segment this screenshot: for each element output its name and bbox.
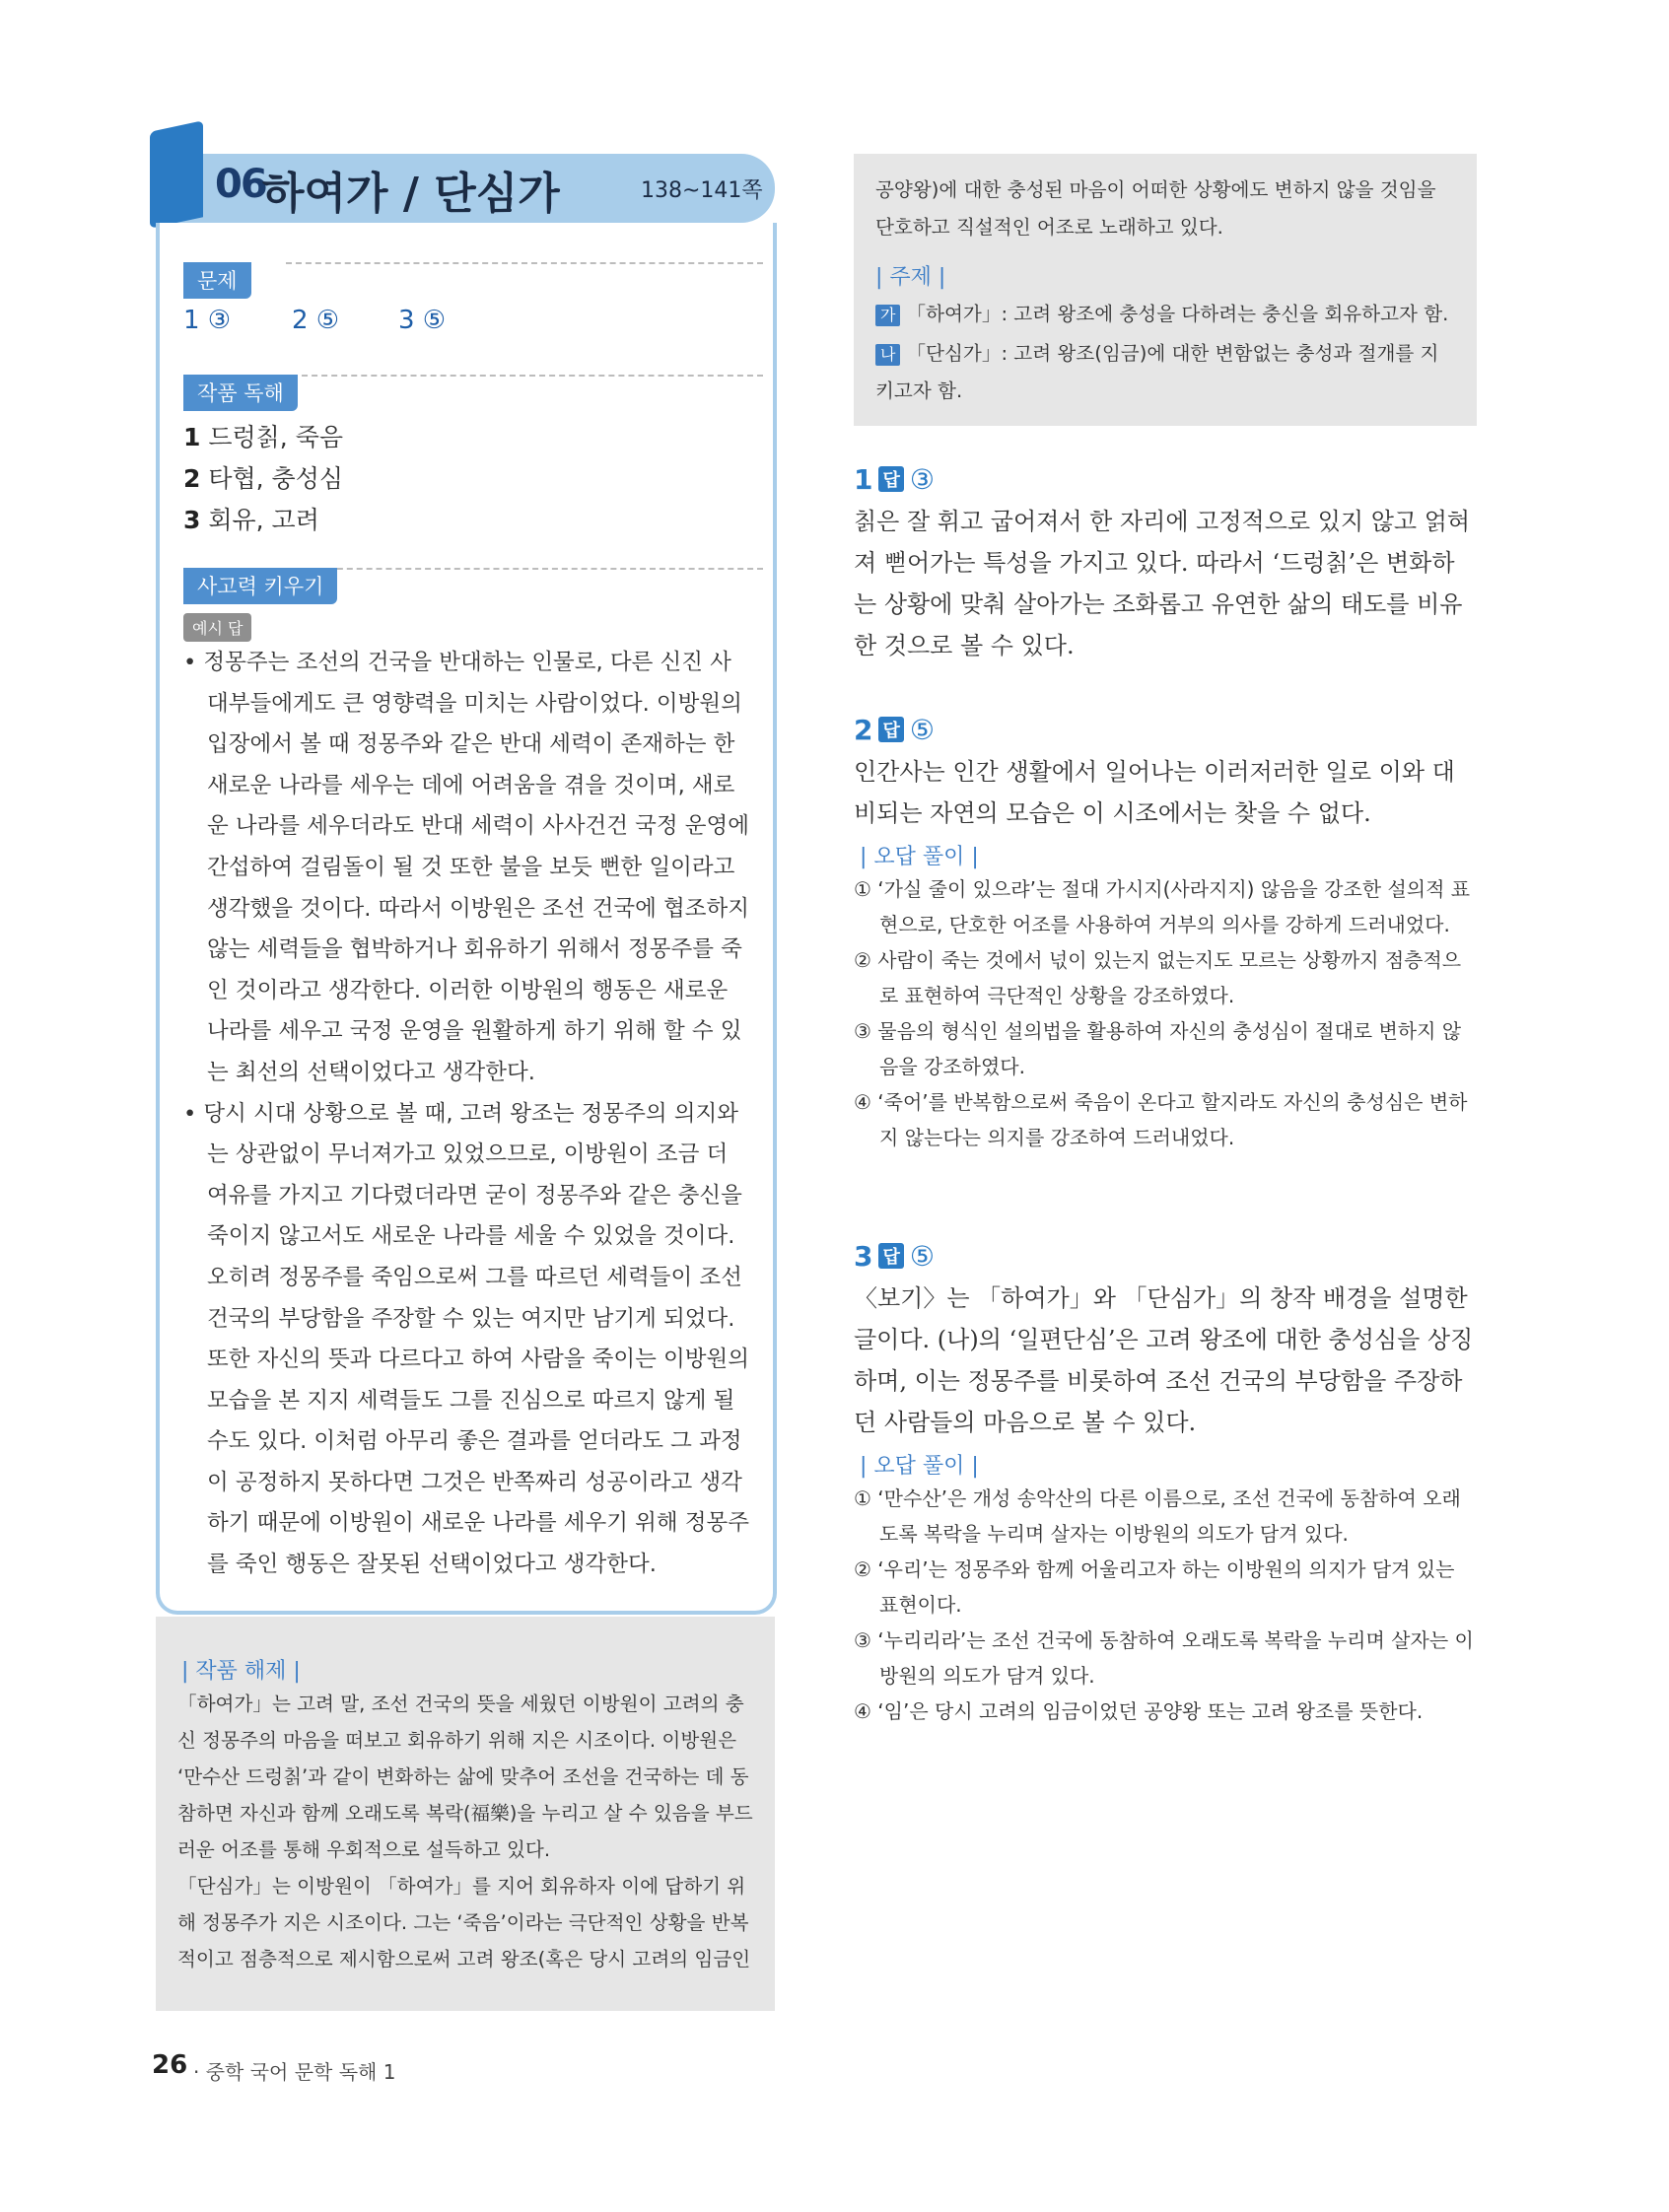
q3-explanation: 〈보기〉는 「하여가」와 「단심가」의 창작 배경을 설명한 글이다. (나)의 ‘일편단심’은 고려 왕조에 대한 충성심을 상징하며, 이는 정몽주를 비롯하여 조선 건국의 부당함을 주장하던 사람들의 마음으로 볼 수 있다. [854,1284,1474,1436]
tag-ga-icon: 가 [875,305,900,326]
sagoryeok-label: 사고력 키우기 [183,568,337,604]
theme-label: | 주제 | [875,265,946,290]
page-number: 26 [152,2050,188,2080]
example-answer-badge: 예시 답 [183,613,251,642]
essay-paragraph: • 정몽주는 조선의 건국을 반대하는 인물로, 다른 신진 사대부들에게도 큰 영향력을 미치는 사람이었다. 이방원의 입장에서 볼 때 정몽주와 같은 반대 세력이 존재하는 한 새로운 나라를 세우는 데에 어려움을 겪을 것이며, 새로운 나라를 세우더라도 반대 세력이 사사건건 국정 운영에 간섭하여 걸림돌이 될 것 또한 불을 보듯 뻔한 일이라고 생각했을 것이다. 따라서 이방원은 조선 건국에 협조하지 않는 세력들을 협박하거나 회유하기 위해서 정몽주를 죽인 것이라고 생각한다. 이러한 이방원의 행동은 새로운 나라를 세우고 국정 운영을 원활하게 하기 위해 할 수 있는 최선의 선택이었다고 생각한다. [183,650,749,1085]
haeje-continuation: 공양왕)에 대한 충성된 마음이 어떠한 상황에도 변하지 않을 것임을 단호하고 직설적인 어조로 노래하고 있다. [875,178,1436,239]
odap-item: ③ 물음의 형식인 설의법을 활용하여 자신의 충성심이 절대로 변하지 않음을 강조하였다. [854,1019,1462,1078]
odap-item: ② ‘우리’는 정몽주와 함께 어울리고자 하는 이방원의 의지가 담겨 있는 표현이다. [854,1557,1455,1617]
divider [327,568,763,570]
theme-item-na: 나 「단심가」: 고려 왕조(임금)에 대한 변함없는 충성과 절개를 지키고자 함. [875,342,1439,402]
haeje-paragraph: 「단심가」는 이방원이 「하여가」를 지어 회유하자 이에 답하기 위해 정몽주가 지은 시조이다. 그는 ‘죽음’이라는 극단적인 상황을 반복적이고 점층적으로 제시함으로써 고려 왕조(혹은 당시 고려의 임금인 [177,1875,751,1970]
dokhae-item-3: 3 회유, 고려 [183,506,319,534]
odap-item: ④ ‘죽어’를 반복함으로써 죽음이 온다고 할지라도 자신의 충성심은 변하지 않는다는 의지를 강조하여 드러내었다. [854,1090,1468,1149]
section-title: 하여가 / 단심가 [262,169,560,219]
munje-answer-3: 3 ⑤ [398,306,447,335]
munje-answer-1: 1 ③ [183,306,232,335]
q2-explanation: 인간사는 인간 생활에서 일어나는 이러저러한 일로 이와 대비되는 자연의 모습은 이 시조에서는 찾을 수 없다. [854,758,1455,827]
divider [286,262,763,264]
answer-tag-icon: 답 [878,717,903,742]
q1-heading: 1 답 ③ [854,463,935,496]
book-title: · 중학 국어 문학 독해 1 [193,2060,396,2084]
dokhae-label: 작품 독해 [183,375,298,411]
q2-odap-label: | 오답 풀이 | [860,845,979,869]
q3-odap-list [854,1481,1477,1729]
q2-heading: 2 답 ⑤ [854,714,935,746]
q1-explanation: 칡은 잘 휘고 굽어져서 한 자리에 고정적으로 있지 않고 얽혀져 뻗어가는 특성을 가지고 있다. 따라서 ‘드렁칡’은 변화하는 상황에 맞춰 살아가는 조화롭고 유연한 삶의 태도를 비유한 것으로 볼 수 있다. [854,508,1471,659]
answer-tag-icon: 답 [878,466,903,492]
tag-na-icon: 나 [875,344,900,366]
dokhae-item-1: 1 드렁칡, 죽음 [183,423,344,451]
essay-paragraph: • 당시 시대 상황으로 볼 때, 고려 왕조는 정몽주의 의지와는 상관없이 무너져가고 있었으므로, 이방원이 조금 더 여유를 가지고 기다렸더라면 굳이 정몽주와 같은 충신을 죽이지 않고서도 새로운 나라를 세울 수 있었을 것이다. 오히려 정몽주를 죽임으로써 그를 따르던 세력들이 조선 건국의 부당함을 주장할 수 있는 여지만 남기게 되었다. 또한 자신의 뜻과 다르다고 하여 사람을 죽이는 이방원의 모습을 본 지지 세력들도 그를 진심으로 따르지 않게 될 수도 있다. 이처럼 아무리 좋은 결과를 얻더라도 그 과정이 공정하지 못하다면 그것은 반쪽짜리 성공이라고 생각하기 때문에 이방원이 새로운 나라를 세우기 위해 정몽주를 죽인 행동은 잘못된 선택이었다고 생각한다. [183,1100,749,1578]
munje-answer-2: 2 ⑤ [292,306,340,335]
q3-heading: 3 답 ⑤ [854,1240,935,1273]
essay-answer [183,643,749,1586]
bookmark-tab-icon [150,120,203,228]
haeje-text [177,1686,753,1977]
divider [292,375,763,377]
odap-item: ① ‘만수산’은 개성 송악산의 다른 이름으로, 조선 건국에 동참하여 오래도록 복락을 누리며 살자는 이방원의 의도가 담겨 있다. [854,1486,1461,1546]
odap-item: ④ ‘임’은 당시 고려의 임금이었던 공양왕 또는 고려 왕조를 뜻한다. [854,1699,1424,1723]
odap-item: ③ ‘누리리라’는 조선 건국에 동참하여 오래도록 복락을 누리며 살자는 이방원의 의도가 담겨 있다. [854,1628,1474,1688]
q2-odap-list [854,871,1477,1155]
odap-item: ① ‘가실 줄이 있으랴’는 절대 가시지(사라지지) 않음을 강조한 설의적 표현으로, 단호한 어조를 사용하여 거부의 의사를 강하게 드러내었다. [854,877,1471,936]
odap-item: ② 사람이 죽는 것에서 넋이 있는지 없는지도 모르는 상황까지 점층적으로 표현하여 극단적인 상황을 강조하였다. [854,948,1462,1007]
page-range: 138~141쪽 [641,178,763,203]
section-number: 06 [215,162,266,207]
theme-item-ga: 가 「하여가」: 고려 왕조에 충성을 다하려는 충신을 회유하고자 함. [875,296,1457,333]
answer-tag-icon: 답 [878,1243,903,1269]
munje-label: 문제 [183,262,251,299]
haeje-paragraph: 「하여가」는 고려 말, 조선 건국의 뜻을 세웠던 이방원이 고려의 충신 정몽주의 마음을 떠보고 회유하기 위해 지은 시조이다. 이방원은 ‘만수산 드렁칡’과 같이 변화하는 삶에 맞추어 조선을 건국하는 데 동참하면 자신과 함께 오래도록 복락(福樂)을 누리고 살 수 있음을 부드러운 어조를 통해 우회적으로 설득하고 있다. [177,1693,753,1861]
dokhae-item-2: 2 타협, 충성심 [183,464,344,493]
haeje-label: | 작품 해제 | [181,1659,301,1684]
q3-odap-label: | 오답 풀이 | [860,1454,979,1479]
